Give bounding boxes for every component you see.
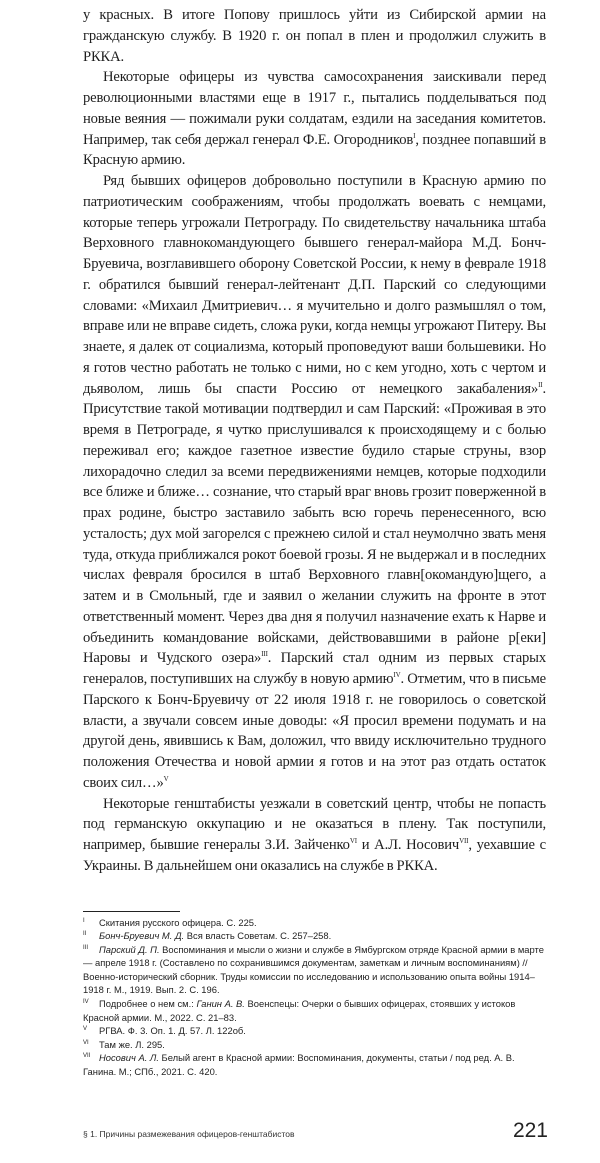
running-head: § 1. Причины размежевания офицеров-генштабистов	[83, 1128, 295, 1139]
footnote-author: Носович А. Л.	[99, 1052, 159, 1064]
text-run: . Отметим, что в письме Парского к Бонч-Бруевичу от 22 июля 1918 г. не говорилось о советской власти, а звучали совсем иные доводы: «Я просил времени подумать и на другой день, явившись к Вам, доложил, что ввиду исключительно трудного положения Отечества и новой армии я готов и на этот раз отдать остаток своих сил…»	[83, 671, 547, 791]
paragraph	[83, 67, 546, 171]
footnote-text: Вся власть Советам. С. 257–258.	[184, 930, 332, 942]
text-run: Некоторые офицеры из чувства самосохранения заискивали перед революционными властями еще в 1917 г., пытались подделываться под новые веяния — пожимали руки солдатам, ездили на заседания комитетов. Например, так себя держал генерал Ф.Е. Огородников	[83, 69, 546, 148]
paragraph	[83, 171, 546, 794]
footnote-text: Подробнее о нем см.:	[99, 998, 197, 1010]
footnote: VII Носович А. Л. Белый агент в Красной армии: Воспоминания, документы, статьи / под ред. А. В. Ганина. М.; СПб., 2021. С. 420.	[83, 1052, 515, 1078]
footnote-ref[interactable]: VI	[349, 837, 357, 845]
paragraph	[83, 794, 546, 877]
footnote-ref[interactable]: V	[163, 774, 169, 783]
footnote-ref[interactable]: VII	[459, 837, 469, 845]
text-run: . Парский стал одним из первых старых генералов, поступивших на службу в новую армию	[83, 650, 546, 687]
footnote: I Скитания русского офицера. С. 225.	[83, 916, 257, 928]
footnotes	[83, 916, 548, 1079]
footnote-ref[interactable]: II	[538, 380, 543, 389]
text-run: Ряд бывших офицеров добровольно поступили в Красную армию по патриотическим соображениям, чтобы продолжать воевать с немцами, которые теперь угрожали Петрограду. По свидетельству начальника штаба Верховного главнокомандующего бывшего генерал-майора М.Д. Бонч-Бруевича, возглавившего оборону Советской России, к нему в феврале 1918 г. обратился бывший генерал-лейтенант Д.П. Парский со следующими словами: «Михаил Дмитриевич… я мучительно и долго размышлял о том, вправе или не вправе сидеть, сложа руки, когда немцы угрожают Питеру. Вы знаете, я далек от социализма, который проповедуют ваши большевики. Но я готов честно работать не только с ними, но с кем угодно, хоть с чертом и дьяволом, лишь бы спасти Россию от немецкого закабаления»	[83, 173, 546, 397]
main-text	[83, 5, 546, 877]
text-run: Некоторые генштабисты уезжали в советский центр, чтобы не попасть под германскую оккупацию и не оказаться в плену. Так поступили, например, бывшие генералы З.И. Зайченко	[83, 795, 546, 853]
text-run: , позднее попавший в Красную армию.	[83, 131, 546, 169]
footnote-text: Белый агент в Красной армии: Воспоминания, документы, статьи / под ред. А. В. Ганина. М.; СПб., 2021. С. 420.	[83, 1052, 515, 1078]
footnote-text: Там же. Л. 295.	[99, 1038, 165, 1050]
footnote: II Бонч-Бруевич М. Д. Вся власть Советам. С. 257–258.	[83, 930, 332, 942]
footnote-text: Воспоминания и мысли о жизни и службе в Ямбургском отряде Красной армии в марте — апреле 1918 г. (Составлено по сохранившимся документам, заметкам и личным воспоминаниям) // Военно-исторический сборник. Труды комиссии по исследованию и использованию опыта войны 1914–1918 г. М., 1919. Вып. 2. С. 196.	[83, 943, 544, 996]
footnote: V РГВА. Ф. 3. Оп. 1. Д. 57. Л. 122об.	[83, 1025, 246, 1037]
page-number: 221	[512, 1118, 548, 1142]
footnote-ref[interactable]: III	[261, 650, 268, 659]
footnote-text: РГВА. Ф. 3. Оп. 1. Д. 57. Л. 122об.	[99, 1025, 246, 1037]
text-run: и А.Л. Носович	[356, 837, 460, 853]
page-footer	[83, 1119, 548, 1143]
footnote-author: Бонч-Бруевич М. Д.	[99, 930, 185, 942]
text-run: у красных. В итоге Попову пришлось уйти из Сибирской армии на гражданскую службу. В 1920 г. он попал в плен и продолжил служить в РККА.	[83, 7, 546, 65]
text-run: . Присутствие такой мотивации подтвердил и сам Парский: «Проживая в это время в Петрограде, я чутко прислушивался к происходящему и с болью переживал его; каждое газетное известие будило старые струны, взор лихорадочно следил за всеми передвижениями немцев, которые подходили все ближе и ближе… сознание, что старый враг вновь грозит поверженной в прах родине, быстро заставило забыть всю горечь перенесенного, всю усталость; дух мой загорелся с прежнею силой и стал неумолчно звать меня туда, откуда приближался рокот боевой грозы. Я не выдержал и в последних числах февраля бросился в штаб Верховного главн[окомандую]щего, а затем и в Смольный, где и заявил о желании служить на фронте в этот ответственный момент. Через два дня я получил назначение ехать к Нарве и объединить командование войсками, действовавшими в районе р[еки] Наровы и Чудского озера»	[83, 380, 546, 667]
footnote-author: Ганин А. В.	[196, 998, 245, 1010]
text-run: , уехавшие с Украины. В дальнейшем они оказались на службе в РККА.	[83, 837, 546, 874]
footnote: IV Подробнее о нем см.: Ганин А. В. Военспецы: Очерки о бывших офицерах, стоявших у истоков Красной армии. М., 2022. С. 21–83.	[83, 998, 516, 1023]
footnote-text: Скитания русского офицера. С. 225.	[99, 916, 257, 928]
footnote-text: Военспецы: Очерки о бывших офицерах, стоявших у истоков Красной армии. М., 2022. С. 21–83.	[83, 998, 516, 1023]
footnote-ref[interactable]: IV	[393, 671, 401, 679]
footnote-ref[interactable]: I	[413, 131, 416, 140]
paragraph	[83, 5, 546, 67]
footnote-author: Парский Д. П.	[99, 943, 160, 955]
footnote-separator	[83, 911, 180, 912]
footnote: VI Там же. Л. 295.	[83, 1038, 165, 1050]
footnote: III Парский Д. П. Воспоминания и мысли о жизни и службе в Ямбургском отряде Красной армии в марте — апреле 1918 г. (Составлено по сохранившимся документам, заметкам и личным воспоминаниям) // Военно-исторический сборник. Труды комиссии по исследованию и использованию опыта войны 1914–1918 г. М., 1919. Вып. 2. С. 196.	[83, 943, 544, 996]
